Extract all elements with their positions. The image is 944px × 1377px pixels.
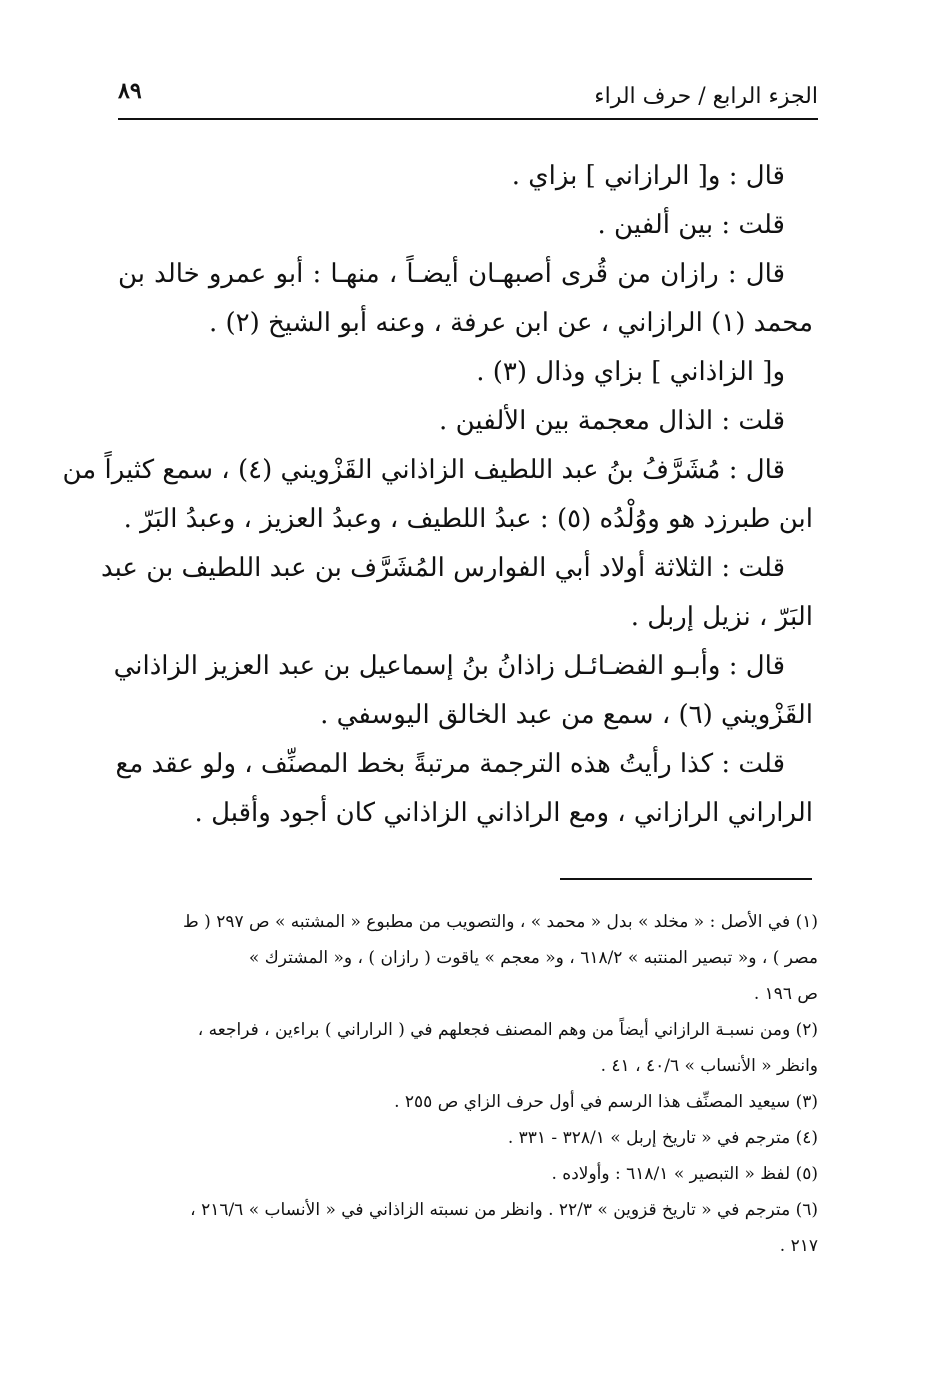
page-header xyxy=(118,78,818,120)
text-line: قلت : الذال معجمة بين الألفين . xyxy=(439,406,785,436)
footnotes xyxy=(118,904,818,1264)
text-line: الراراني الرازاني ، ومع الراذاني الزاذاني كان أجود وأقبل . xyxy=(194,798,813,828)
footnote-line: (١) في الأصل : « مخلد » بدل « محمد » ، والتصويب من مطبوع « المشتبه » ص ٢٩٧ ( ط xyxy=(183,912,818,932)
text-line: ابن طبرزد هو ووُلْدُه (٥) : عبدُ اللطيف ، وعبدُ العزيز ، وعبدُ البَرّ . xyxy=(123,504,813,534)
footnote-line: (٢) ومن نسبـة الرازاني أيضاً من وهم المصنف فجعلهم في ( الراراني ) براءين ، فراجعه ، xyxy=(197,1020,818,1040)
text-line: قلت : بين ألفين . xyxy=(597,210,785,240)
page-number: ٨٩ xyxy=(118,78,142,104)
footnote-line: وانظر « الأنساب » ٤٠/٦ ، ٤١ . xyxy=(600,1056,818,1076)
text-line: قال : مُشَرَّفُ بنُ عبد اللطيف الزاذاني القَزْويني (٤) ، سمع كثيراً من xyxy=(62,455,785,485)
text-line: محمد (١) الرازاني ، عن ابن عرفة ، وعنه أبو الشيخ (٢) . xyxy=(208,308,813,338)
footnote-line: (٦) مترجم في « تاريخ قزوين » ٢٢/٣ . وانظر من نسبته الزاذاني في « الأنساب » ٢١٦/٦ ، xyxy=(190,1200,818,1220)
text-line: و[ الزاذاني ] بزاي وذال (٣) . xyxy=(476,357,785,387)
running-head: الجزء الرابع / حرف الراء xyxy=(594,84,818,109)
text-line: قلت : الثلاثة أولاد أبي الفوارس المُشَرَّف بن عبد اللطيف بن عبد xyxy=(100,553,785,583)
text-line: البَرّ ، نزيل إربل . xyxy=(630,602,813,632)
footnote-line: (٥) لفظ « التبصير » ٦١٨/١ : وأولاده . xyxy=(551,1164,818,1184)
text-line: قلت : كذا رأيتُ هذه الترجمة مرتبةً بخط المصنِّف ، ولو عقد مع xyxy=(115,749,785,779)
footnote-separator xyxy=(560,878,812,880)
footnote-line: ٢١٧ . xyxy=(779,1236,818,1256)
text-line: قال : وأبـو الفضـائـل زاذانُ بنُ إسماعيل بن عبد العزيز الزاذاني xyxy=(113,651,785,681)
text-line: قال : و[ الرازاني ] بزاي . xyxy=(511,161,785,191)
text-line: القَزْويني (٦) ، سمع من عبد الخالق اليوسفي . xyxy=(320,700,813,730)
main-text xyxy=(62,152,813,838)
footnote-line: (٤) مترجم في « تاريخ إربل » ٣٢٨/١ - ٣٣١ . xyxy=(507,1128,818,1148)
text-line: قال : رازان من قُرى أصبهـان أيضـاً ، منهـا : أبو عمرو خالد بن xyxy=(118,259,785,289)
footnote-line: ص ١٩٦ . xyxy=(753,984,818,1004)
footnote-line: (٣) سيعيد المصنِّف هذا الرسم في أول حرف الزاي ص ٢٥٥ . xyxy=(394,1092,818,1112)
footnote-line: مصر ) ، و« تبصير المنتبه » ٦١٨/٢ ، و« معجم » ياقوت ( رازان ) ، و« المشترك » xyxy=(248,948,818,968)
